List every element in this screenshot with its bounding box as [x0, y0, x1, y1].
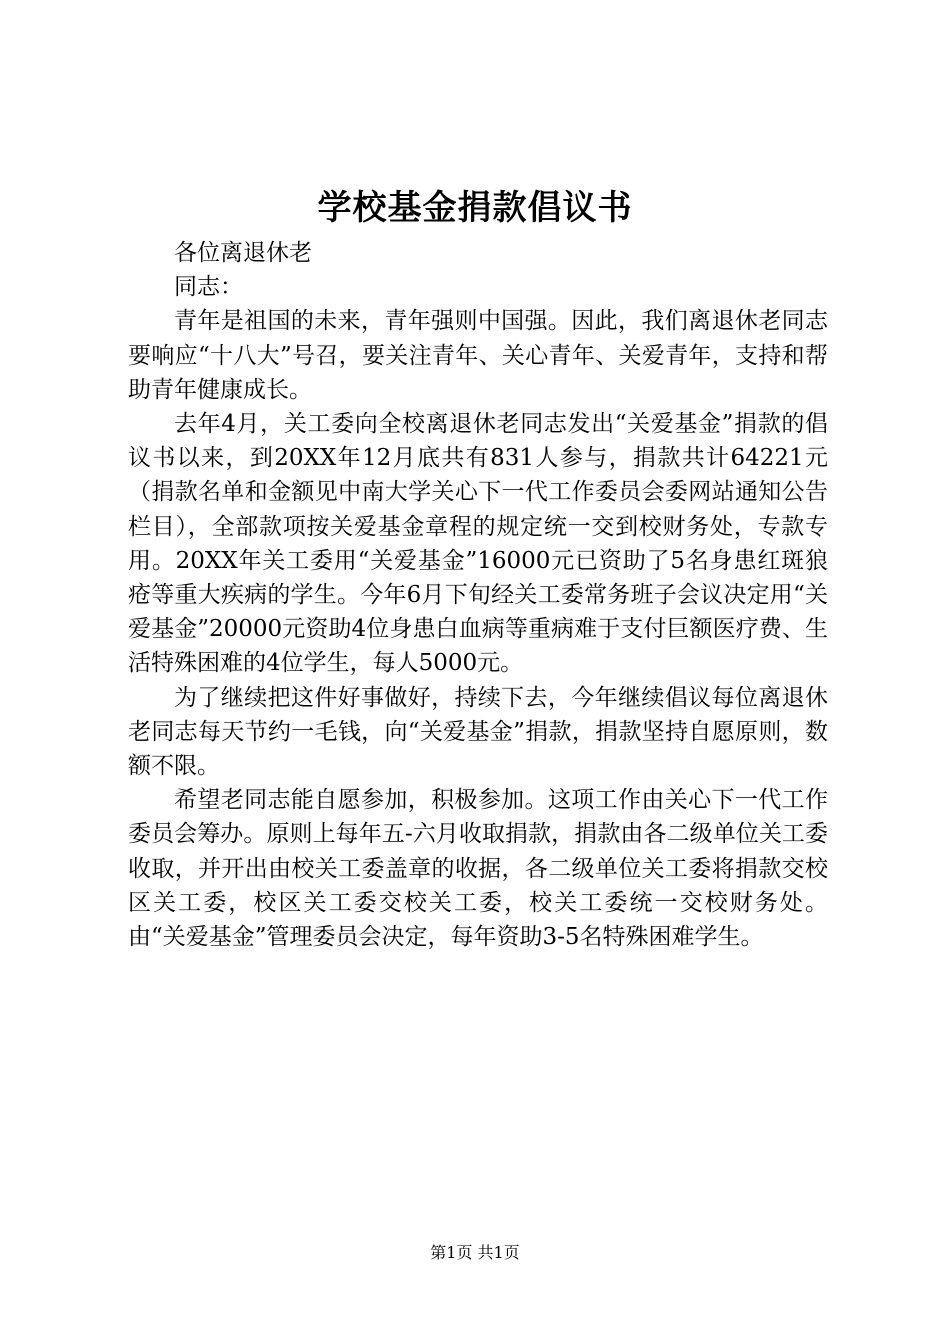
body-paragraph: 为了继续把这件好事做好，持续下去，今年继续倡议每位离退休老同志每天节约一毛钱，向“关爱基金”捐款，捐款坚持自愿原则，数额不限。 — [128, 684, 828, 780]
body-paragraph: 希望老同志能自愿参加，积极参加。这项工作由关心下一代工作委员会筹办。原则上每年五-六月收取捐款，捐款由各二级单位关工委收取，并开出由校关工委盖章的收据，各二级单位关工委将捐款交校区关工委，校区关工委交校关工委，校关工委统一交校财务处。由“关爱基金”管理委员会决定，每年资助3-5名特殊困难学生。 — [128, 787, 828, 951]
page-number-footer: 第1页 共1页 — [430, 1243, 520, 1262]
salutation-line-1: 各位离退休老 — [174, 240, 312, 266]
document-title: 学校基金捐款倡议书 — [317, 188, 633, 228]
body-paragraph: 去年4月，关工委向全校离退休老同志发出“关爱基金”捐款的倡议书以来，到20XX年12月底共有831人参与，捐款共计64221元（捐款名单和金额见中南大学关心下一代工作委员会委网站通知公告栏目），全部款项按关爱基金章程的规定统一交到校财务处，专款专用。20XX年关工委用“关爱基金”16000元已资助了5名身患红斑狼疮等重大疾病的学生。今年6月下旬经关工委常务班子会议决定用“关爱基金”20000元资助4位身患白血病等重病难于支付巨额医疗费、生活特殊困难的4位学生，每人5000元。 — [128, 411, 828, 677]
document-body — [128, 236, 828, 954]
salutation-line-2: 同志： — [174, 274, 243, 301]
body-paragraph: 青年是祖国的未来，青年强则中国强。因此，我们离退休老同志要响应“十八大”号召，要关注青年、关心青年、关爱青年，支持和帮助青年健康成长。 — [128, 308, 828, 403]
